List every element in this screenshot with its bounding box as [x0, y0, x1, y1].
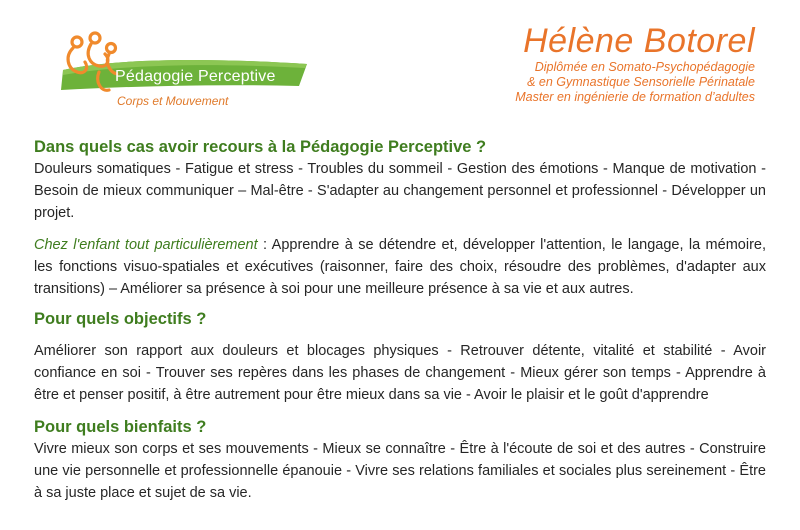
section-heading-bienfaits: Pour quels bienfaits ?	[34, 418, 207, 436]
child-body-text: : Apprendre à se détendre et, développer l'attention, le langage, la mémoire, les fonctions visuo-spatiales et exécutives (raisonner, faire des choix, résoudre des problèmes, d'adapter aux transitions) – Améliorer sa présence à soi pour une meilleure présence à sa vie et aux autres.	[34, 237, 766, 297]
author-credential: Master en ingénierie de formation d’adultes	[515, 90, 755, 104]
author-credential: & en Gymnastique Sensorielle Périnatale	[527, 75, 755, 89]
author-header	[515, 22, 755, 105]
section-text-bienfaits: Vivre mieux son corps et ses mouvements - Mieux se connaître - Être à l'écoute de soi et des autres - Construire une vie personnelle et professionnelle épanouie - Vivre ses relations familiales et sociales plus sereinement - Être à sa juste place et sujet de sa vie.	[34, 441, 766, 501]
author-credential: Diplômée en Somato-Psychopédagogie	[534, 60, 755, 74]
child-lead-text: Chez l'enfant tout particulièrement	[34, 237, 258, 253]
main-content	[34, 136, 766, 504]
logo-title: Pédagogie Perceptive	[115, 68, 276, 85]
section-heading-recours: Dans quels cas avoir recours à la Pédagogie Perceptive ?	[34, 138, 487, 156]
logo-subtitle: Corps et Mouvement	[117, 94, 229, 108]
section-text-enfant	[34, 234, 766, 300]
author-name: Hélène Botorel	[523, 22, 755, 60]
section-heading-objectifs: Pour quels objectifs ?	[34, 310, 207, 328]
section-text-objectifs: Améliorer son rapport aux douleurs et blocages physiques - Retrouver détente, vitalité et stabilité - Avoir confiance en soi - Trouver ses repères dans les phases de changement - Mieux gérer son temps - Apprendre à être et penser positif, à être autrement pour être mieux dans sa vie - Avoir le plaisir et le goût d'apprendre	[34, 343, 766, 403]
logo	[55, 28, 315, 118]
section-text-recours: Douleurs somatiques - Fatigue et stress - Troubles du sommeil - Gestion des émotions - Manque de motivation - Besoin de mieux communiquer – Mal-être - S'adapter au changement personnel et professionnel - Développer un projet.	[34, 161, 766, 221]
